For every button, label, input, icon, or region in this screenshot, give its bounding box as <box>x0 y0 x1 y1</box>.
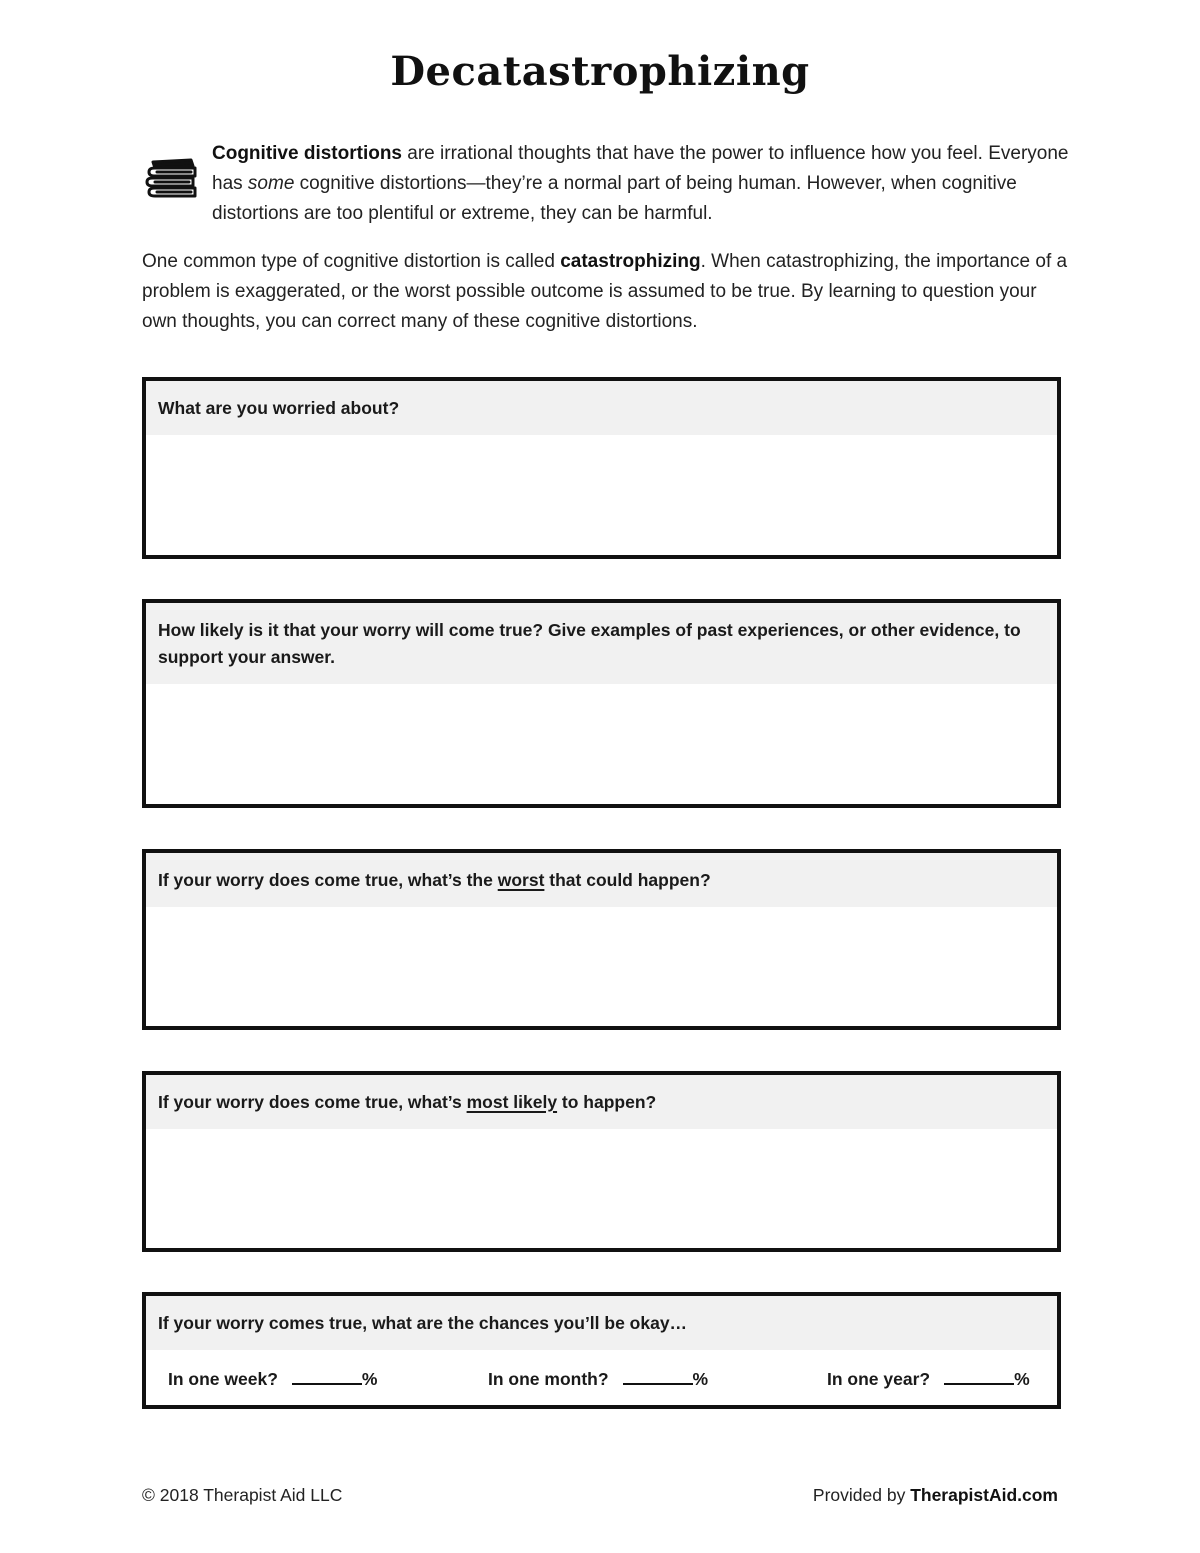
likelihood-answer-box[interactable] <box>142 599 1061 808</box>
q3-text-pre: If your worry does come true, what’s the <box>158 870 498 890</box>
chances-row <box>146 1364 1057 1394</box>
intro-text-1: are irrational thoughts that have the power to influence how you feel. Everyone has <box>212 143 1069 194</box>
chance-year <box>827 1367 1030 1390</box>
para2-text-2: . When catastrophizing, the importance of a problem is exaggerated, or the worst possible outcome is assumed to be true. By learning to question your own thoughts, you can correct many of these cognitive distortions. <box>142 251 1068 332</box>
chance-month <box>488 1367 708 1390</box>
q4-underlined-most-likely: most likely <box>466 1092 558 1112</box>
q4-text-post: to happen? <box>557 1092 657 1112</box>
intro-emphasis: some <box>247 173 295 194</box>
footer-provided-by <box>813 1485 1058 1506</box>
intro-text-2: cognitive distortions—they’re a normal part of being human. However, when cognitive distortions are too plentiful or extreme, they can be harmful. <box>212 173 1017 224</box>
chance-week-label: In one week? <box>168 1369 278 1389</box>
term-catastrophizing: catastrophizing <box>560 251 701 272</box>
footer-copyright: © 2018 Therapist Aid LLC <box>142 1485 343 1505</box>
chance-month-unit: % <box>692 1369 709 1389</box>
page-title: Decatastrophizing <box>390 48 810 95</box>
most-likely-answer-box[interactable] <box>142 1071 1061 1252</box>
question-likelihood: How likely is it that your worry will come true? Give examples of past experiences, or other evidence, to support your answer. <box>146 603 1057 684</box>
books-stack-icon <box>143 156 199 202</box>
provided-by-text: Provided by <box>812 1485 911 1505</box>
term-cognitive-distortions: Cognitive distortions <box>212 143 402 164</box>
chance-month-blank[interactable] <box>623 1367 693 1385</box>
chance-week <box>168 1367 377 1390</box>
q4-text-pre: If your worry does come true, what’s <box>158 1092 467 1112</box>
chance-month-label: In one month? <box>488 1369 609 1389</box>
chance-week-blank[interactable] <box>292 1367 362 1385</box>
chances-box <box>142 1292 1061 1409</box>
question-most-likely <box>146 1075 1057 1129</box>
question-worried-about: What are you worried about? <box>146 381 1057 435</box>
catastrophizing-paragraph <box>142 247 1072 337</box>
brand-link[interactable]: TherapistAid.com <box>910 1485 1058 1505</box>
chance-year-blank[interactable] <box>944 1367 1014 1385</box>
chance-year-label: In one year? <box>827 1369 931 1389</box>
chance-week-unit: % <box>361 1369 378 1389</box>
worry-answer-box[interactable] <box>142 377 1061 559</box>
worst-case-answer-box[interactable] <box>142 849 1061 1030</box>
q3-underlined-worst: worst <box>497 870 545 890</box>
question-chances-okay: If your worry comes true, what are the chances you’ll be okay… <box>146 1296 1057 1350</box>
chance-year-unit: % <box>1014 1369 1030 1389</box>
question-worst-case <box>146 853 1057 907</box>
q3-text-post: that could happen? <box>544 870 711 890</box>
intro-paragraph <box>212 139 1072 229</box>
para2-text-1: One common type of cognitive distortion is called <box>142 251 561 272</box>
